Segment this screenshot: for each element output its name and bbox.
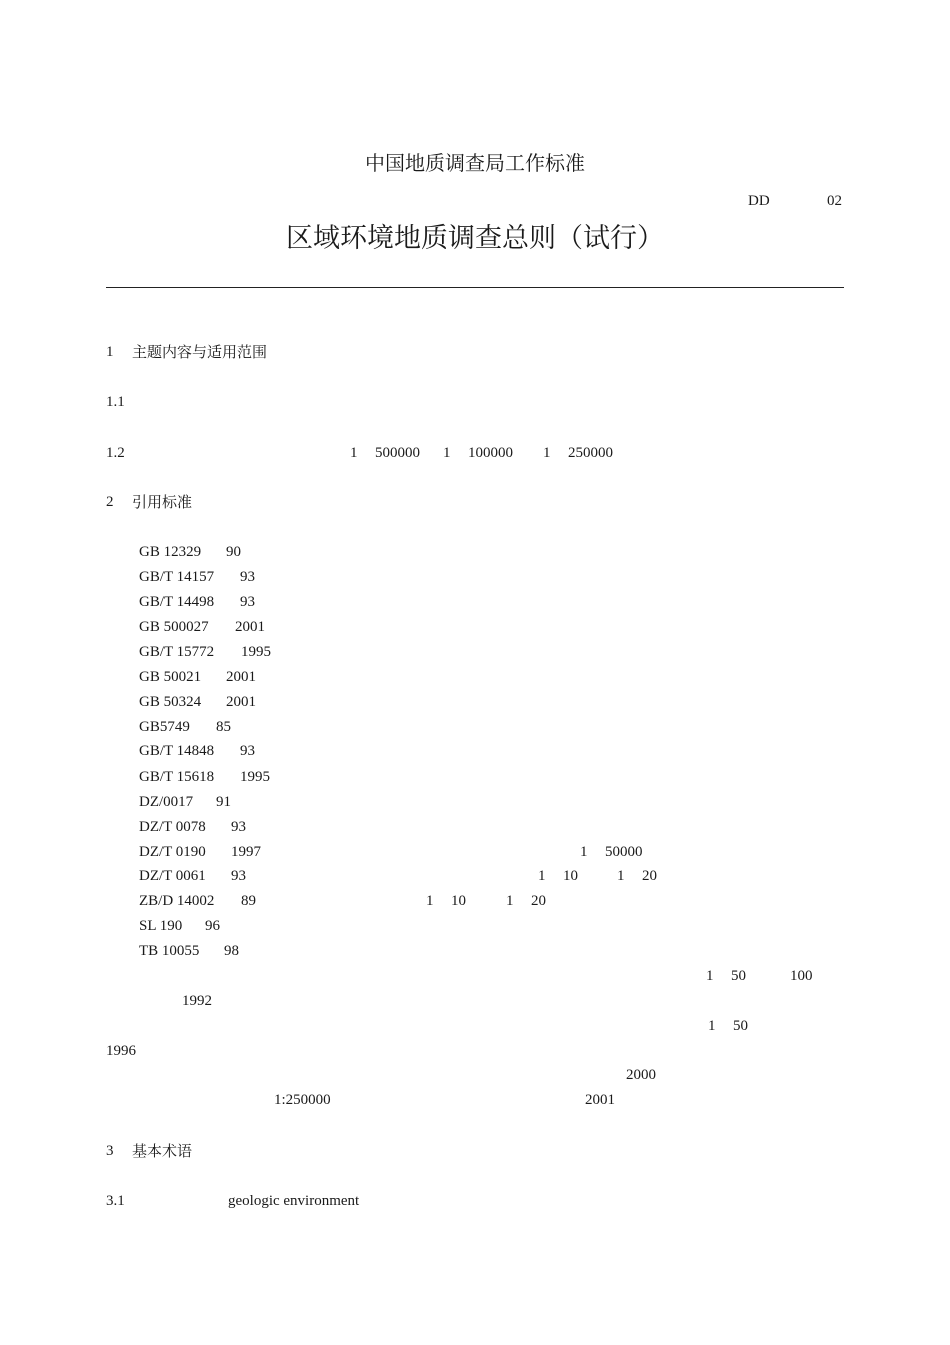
- reference-code: DZ/T 0078: [139, 819, 206, 835]
- reference-year: 90: [226, 544, 241, 560]
- reference-year: 1997: [231, 844, 261, 860]
- reference-code: GB/T 15772: [139, 644, 215, 660]
- reference-year: 98: [224, 943, 239, 959]
- reference-scale: 50: [731, 968, 746, 984]
- header-divider: [106, 287, 844, 288]
- standard-code-suffix: 02: [827, 193, 842, 209]
- reference-scale: 1: [617, 868, 625, 884]
- reference-scale: 1: [706, 968, 714, 984]
- reference-scale: 50: [733, 1018, 748, 1034]
- reference-code: GB5749: [139, 719, 190, 735]
- reference-code: DZ/T 0061: [139, 868, 206, 884]
- clause-1-2-scale: 1: [350, 445, 358, 461]
- standard-code-prefix: DD: [748, 193, 770, 209]
- standard-organization-title: 中国地质调查局工作标准: [365, 151, 585, 175]
- reference-year: 1996: [106, 1043, 136, 1059]
- reference-code: GB 12329: [139, 544, 202, 560]
- reference-code: DZ/0017: [139, 794, 194, 810]
- reference-year: 93: [231, 819, 246, 835]
- reference-scale: 100: [790, 968, 813, 984]
- reference-year: 1995: [240, 769, 270, 785]
- clause-1-2-scale: 500000: [375, 445, 420, 461]
- reference-code: GB 500027: [139, 619, 209, 635]
- reference-scale: 1: [580, 844, 588, 860]
- reference-code: GB/T 14848: [139, 743, 215, 759]
- reference-year: 1992: [182, 993, 212, 1009]
- reference-year: 96: [205, 918, 220, 934]
- reference-year: 89: [241, 893, 256, 909]
- reference-year: 2001: [585, 1092, 615, 1108]
- reference-year: 2000: [626, 1067, 656, 1083]
- reference-code: GB/T 14157: [139, 569, 215, 585]
- section-3-number: 3: [106, 1143, 114, 1159]
- document-title: 区域环境地质调查总则（试行）: [286, 223, 664, 254]
- reference-code: GB 50021: [139, 669, 202, 685]
- reference-year: 2001: [226, 694, 256, 710]
- reference-year: 91: [216, 794, 231, 810]
- reference-year: 85: [216, 719, 231, 735]
- reference-code: GB/T 15618: [139, 769, 215, 785]
- reference-year: 93: [240, 569, 255, 585]
- reference-year: 93: [231, 868, 246, 884]
- reference-year: 93: [240, 743, 255, 759]
- reference-year: 2001: [226, 669, 256, 685]
- reference-scale: 1: [506, 893, 514, 909]
- clause-1-2-number: 1.2: [106, 445, 125, 461]
- reference-scale: 10: [451, 893, 466, 909]
- section-1-number: 1: [106, 344, 114, 360]
- section-2-number: 2: [106, 494, 114, 510]
- reference-scale: 1:250000: [274, 1092, 331, 1108]
- reference-code: SL 190: [139, 918, 183, 934]
- reference-scale: 50000: [605, 844, 643, 860]
- reference-code: GB 50324: [139, 694, 202, 710]
- reference-code: GB/T 14498: [139, 594, 215, 610]
- reference-scale: 1: [708, 1018, 716, 1034]
- clause-1-2-scale: 1: [443, 445, 451, 461]
- clause-1-2-scale: 1: [543, 445, 551, 461]
- reference-year: 1995: [241, 644, 271, 660]
- clause-1-2-scale: 100000: [468, 445, 513, 461]
- reference-code: TB 10055: [139, 943, 200, 959]
- reference-code: DZ/T 0190: [139, 844, 206, 860]
- reference-scale: 20: [531, 893, 546, 909]
- section-2-title: 引用标准: [132, 493, 193, 511]
- section-1-title: 主题内容与适用范围: [132, 343, 268, 361]
- reference-code: ZB/D 14002: [139, 893, 215, 909]
- clause-1-2-scale: 250000: [568, 445, 613, 461]
- reference-scale: 1: [426, 893, 434, 909]
- reference-year: 2001: [235, 619, 265, 635]
- clause-3-1-number: 3.1: [106, 1193, 125, 1209]
- reference-year: 93: [240, 594, 255, 610]
- clause-3-1-term: geologic environment: [228, 1193, 360, 1209]
- clause-1-1-number: 1.1: [106, 394, 125, 410]
- reference-scale: 10: [563, 868, 578, 884]
- section-3-title: 基本术语: [132, 1142, 193, 1160]
- reference-scale: 1: [538, 868, 546, 884]
- reference-scale: 20: [642, 868, 657, 884]
